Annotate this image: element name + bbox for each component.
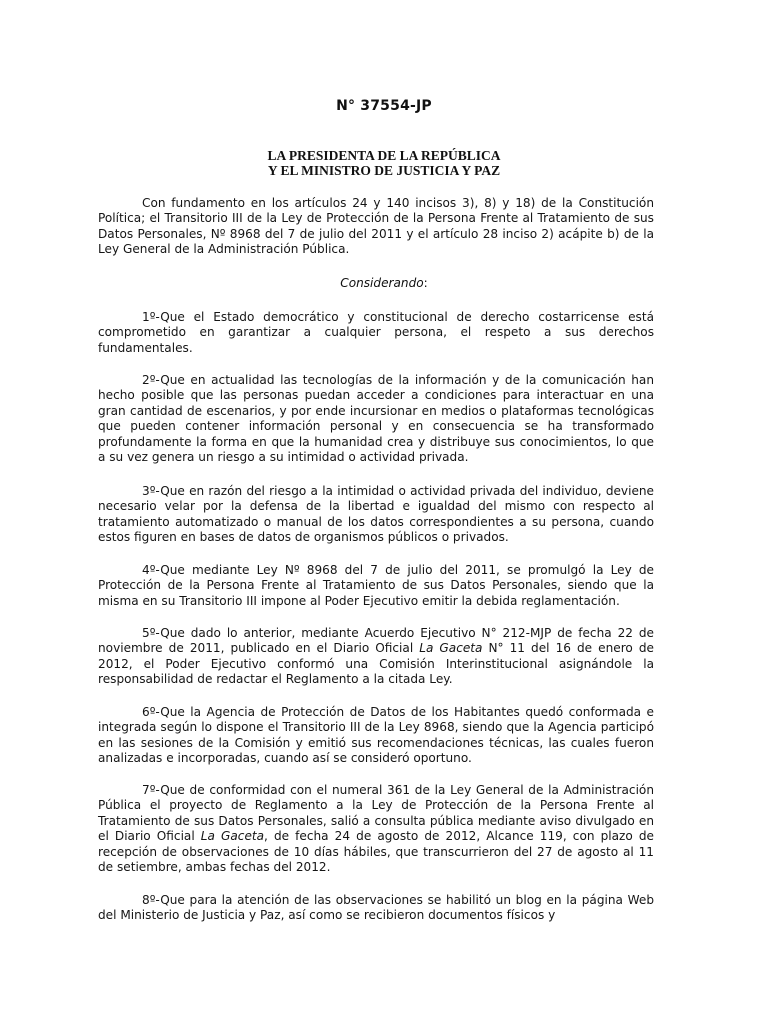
considerando-word: Considerando	[340, 276, 424, 290]
paragraph-3-text: 3º-Que en razón del riesgo a la intimidad o actividad privada del individuo, deviene necesario velar por la defensa de la libertad e igualdad del mismo con respecto al tratamiento automatizado o manual de los datos correspondientes a su persona, cuando estos figuren en bases de datos de organismos públicos o privados.	[98, 484, 654, 545]
paragraph-5-italic: La Gaceta	[419, 641, 483, 656]
paragraph-8-text: 8º-Que para la atención de las observaciones se habilitó un blog en la página Web del Ministerio de Justicia y Paz, así como se recibieron documentos físicos y	[98, 893, 654, 923]
preamble-text: Con fundamento en los artículos 24 y 140 incisos 3), 8) y 18) de la Constitución Política; el Transitorio III de la Ley de Protección de la Persona Frente al Tratamiento de sus Datos Personales, Nº 8968 del 7 de julio del 2011 y el artículo 28 inciso 2) acápite b) de la Ley General de la Administración Pública.	[98, 196, 654, 257]
considerando-heading	[0, 276, 768, 290]
preamble-paragraph	[98, 196, 654, 258]
authority-line-2: Y EL MINISTRO DE JUSTICIA Y PAZ	[267, 163, 501, 178]
decree-number: N° 37554-JP	[336, 98, 432, 114]
paragraph-1	[98, 310, 654, 356]
paragraph-5-text-a: 5º-Que dado lo anterior, mediante Acuerdo Ejecutivo N° 212-MJP de fecha 22 de noviembre de 2011, publicado en el Diario Oficial	[98, 626, 654, 656]
authority-line-1: LA PRESIDENTA DE LA REPÚBLICA	[267, 148, 501, 163]
paragraph-8	[98, 893, 654, 924]
paragraph-4	[98, 563, 654, 609]
paragraph-2	[98, 373, 654, 465]
paragraph-6	[98, 705, 654, 767]
paragraph-5	[98, 626, 654, 688]
paragraph-7-text-a: 7º-Que de conformidad con el numeral 361 de la Ley General de la Administración Pública el proyecto de Reglamento a la Ley de Protección de la Persona Frente al Tratamiento de sus Datos Personales, salió a consulta pública mediante aviso divulgado en el Diario Oficial	[98, 783, 654, 844]
paragraph-7-text-b: , de fecha 24 de agosto de 2012, Alcance 119, con plazo de recepción de observaciones de 10 días hábiles, que transcurrieron del 27 de agosto al 11 de setiembre, ambas fechas del 2012.	[98, 829, 654, 875]
paragraph-6-text: 6º-Que la Agencia de Protección de Datos de los Habitantes quedó conformada e integrada según lo dispone el Transitorio III de la Ley 8968, siendo que la Agencia participó en las sesiones de la Comisión y emitió sus recomendaciones técnicas, las cuales fueron analizadas e incorporadas, cuando así se consideró oportuno.	[98, 705, 654, 766]
paragraph-7-italic: La Gaceta	[200, 829, 265, 844]
paragraph-4-text: 4º-Que mediante Ley Nº 8968 del 7 de julio del 2011, se promulgó la Ley de Protección de la Persona Frente al Tratamiento de sus Datos Personales, siendo que la misma en su Transitorio III impone al Poder Ejecutivo emitir la debida reglamentación.	[98, 563, 654, 608]
considerando-colon: :	[423, 276, 428, 290]
paragraph-5-text-b: N° 11 del 16 de enero de 2012, el Poder Ejecutivo conformó una Comisión Interinstitucional asignándole la responsabilidad de redactar el Reglamento a la citada Ley.	[98, 641, 654, 687]
paragraph-1-text: 1º-Que el Estado democrático y constitucional de derecho costarricense está comprometido en garantizar a cualquier persona, el respeto a sus derechos fundamentales.	[98, 310, 654, 355]
paragraph-2-text: 2º-Que en actualidad las tecnologías de la información y de la comunicación han hecho posible que las personas puedan acceder a condiciones para interactuar en una gran cantidad de escenarios, y por ende incursionar en medios o plataformas tecnológicas que pueden contener información personal y en consecuencia se ha transformado profundamente la forma en que la humanidad crea y distribuye sus conocimientos, lo que a su vez genera un riesgo a su intimidad o actividad privada.	[98, 373, 654, 465]
paragraph-3	[98, 484, 654, 546]
paragraph-7	[98, 783, 654, 875]
issuing-authority	[0, 148, 768, 178]
